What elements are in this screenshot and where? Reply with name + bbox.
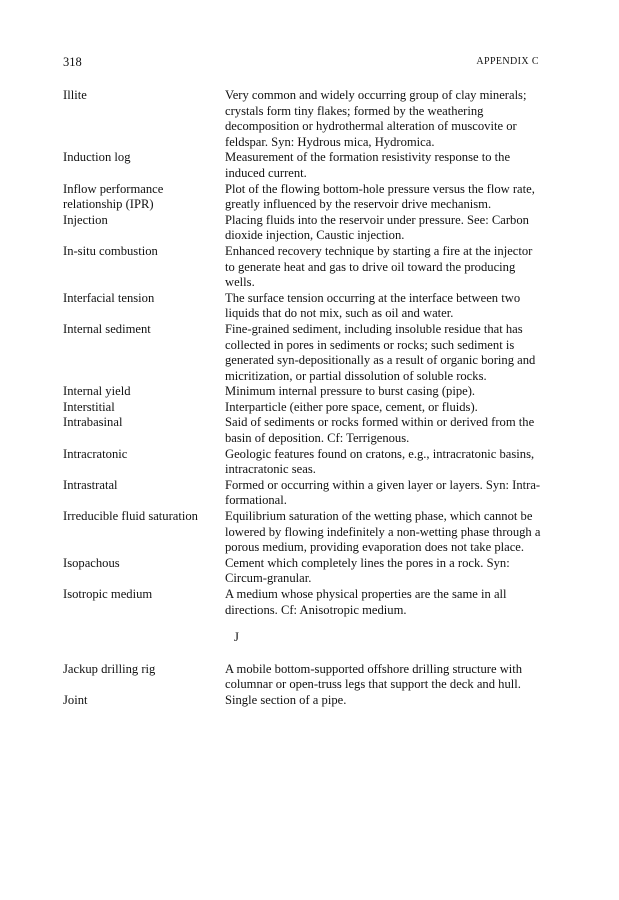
glossary-definition: A mobile bottom-supported offshore drilling structure with columnar or open-truss legs that support the deck and hull. <box>225 661 523 692</box>
glossary-entry-intrastratal <box>63 478 541 509</box>
glossary-definition: Enhanced recovery technique by starting a fire at the injector to generate heat and gas to drive oil toward the producing wells. <box>225 243 533 290</box>
glossary-entry-intracratonic <box>63 447 541 478</box>
glossary-definition: Formed or occurring within a given layer or layers. Syn: Intra-formational. <box>225 477 541 508</box>
glossary-definition: Very common and widely occurring group of clay minerals; crystals form tiny flakes; formed by the weathering decomposition or hydrothermal alteration of muscovite or feldspar. Syn: Hydrous mica, Hydromica. <box>225 88 527 149</box>
glossary-entry-internal-sediment <box>63 322 541 384</box>
glossary-definition: Equilibrium saturation of the wetting phase, which cannot be lowered by flowing indefinitely a non-wetting phase through a porous medium, providing evaporation does not take place. <box>225 509 541 555</box>
glossary-definition: Minimum internal pressure to burst casing (pipe). <box>225 384 476 399</box>
glossary-term: Induction log <box>63 150 131 165</box>
glossary-term: Illite <box>63 88 87 102</box>
glossary-definition: Placing fluids into the reservoir under pressure. See: Carbon dioxide injection, Caustic injection. <box>225 212 529 243</box>
glossary-term: Isopachous <box>63 555 120 570</box>
running-head: APPENDIX C <box>476 56 539 67</box>
glossary-term: Interstitial <box>63 399 115 414</box>
page-number: 318 <box>63 55 82 69</box>
glossary-entry-internal-yield <box>63 384 541 400</box>
glossary-definition: Said of sediments or rocks formed within or derived from the basin of deposition. Cf: Terrigenous. <box>225 415 535 446</box>
glossary-definition: Single section of a pipe. <box>225 692 347 707</box>
glossary-term: Internal sediment <box>63 321 151 336</box>
glossary-entry-illite <box>63 88 541 150</box>
glossary-entry-irreducible-fluid-saturation <box>63 509 541 556</box>
glossary-term: In-situ combustion <box>63 243 158 258</box>
glossary-definition: Plot of the flowing bottom-hole pressure versus the flow rate, greatly influenced by the reservoir drive mechanism. <box>225 181 535 212</box>
glossary-entry-interstitial <box>63 400 541 416</box>
glossary-entry-induction-log <box>63 150 541 181</box>
glossary-term: Intrabasinal <box>63 415 123 430</box>
glossary-definition: A medium whose physical properties are the same in all directions. Cf: Anisotropic medium. <box>225 587 507 617</box>
glossary <box>63 88 541 709</box>
glossary-entry-intrabasinal <box>63 415 541 446</box>
glossary-term: Joint <box>63 692 88 707</box>
glossary-entry-inflow-performance-relationship <box>63 182 541 213</box>
glossary-term: Interfacial tension <box>63 290 155 305</box>
glossary-entry-jackup-drilling-rig <box>63 662 541 693</box>
glossary-term: Internal yield <box>63 384 131 399</box>
glossary-term: Isotropic medium <box>63 587 153 601</box>
glossary-term: Intrastratal <box>63 477 118 492</box>
glossary-term: Irreducible fluid saturation <box>63 509 198 524</box>
glossary-definition: Fine-grained sediment, including insoluble residue that has collected in pores in sediments or rocks; such sediment is generated syn-depositionally as a result of organic boring and micritization, or partial dissolution of soluble rocks. <box>225 321 536 383</box>
glossary-term: Jackup drilling rig <box>63 661 156 676</box>
glossary-term: Inflow performance relationship (IPR) <box>63 181 164 212</box>
glossary-entry-isotropic-medium <box>63 587 541 618</box>
glossary-term: Intracratonic <box>63 446 128 461</box>
section-letter-heading: J <box>234 630 239 645</box>
glossary-definition: Cement which completely lines the pores in a rock. Syn: Circum-granular. <box>225 555 510 586</box>
glossary-definition: Measurement of the formation resistivity response to the induced current. <box>225 150 511 180</box>
glossary-entry-injection <box>63 213 541 244</box>
glossary-entry-interfacial-tension <box>63 291 541 322</box>
glossary-entry-isopachous <box>63 556 541 587</box>
glossary-entry-in-situ-combustion <box>63 244 541 291</box>
page-header <box>63 55 539 71</box>
glossary-definition: The surface tension occurring at the interface between two liquids that do not mix, such as oil and water. <box>225 290 521 321</box>
glossary-term: Injection <box>63 212 108 227</box>
glossary-definition: Geologic features found on cratons, e.g., intracratonic basins, intracratonic seas. <box>225 446 535 477</box>
glossary-definition: Interparticle (either pore space, cement, or fluids). <box>225 399 478 414</box>
glossary-entry-joint <box>63 693 541 709</box>
